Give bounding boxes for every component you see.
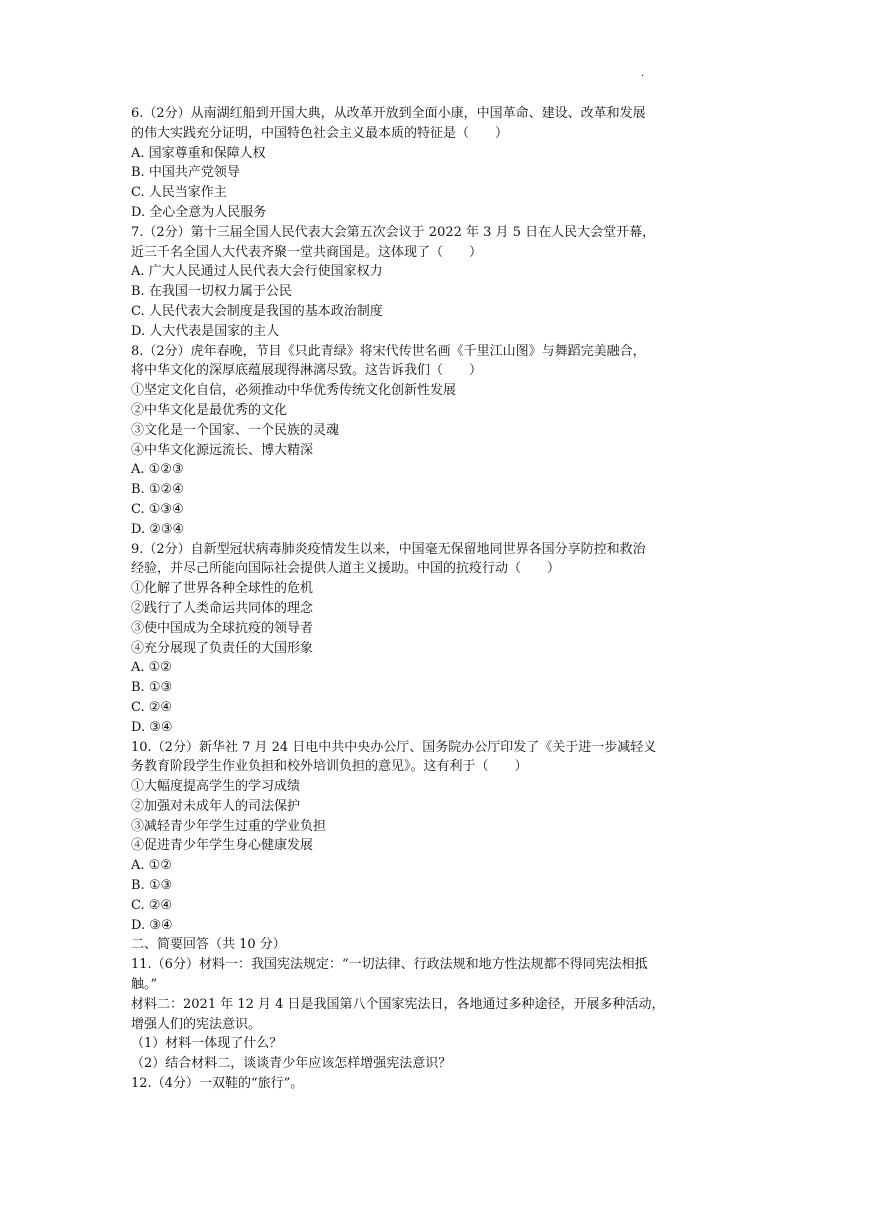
text-line: 8.（2分）虎年春晚，节目《只此青绿》将宋代传世名画《千里江山图》与舞蹈完美融合，	[131, 343, 646, 359]
text-line: 二、简要回答（共 10 分）	[131, 937, 286, 953]
text-line: ③使中国成为全球抗疫的领导者	[131, 620, 314, 636]
text-line: ②践行了人类命运共同体的理念	[131, 600, 314, 616]
text-line: C. 人民当家作主	[131, 185, 227, 201]
text-line: 增强人们的宪法意识。	[131, 1016, 262, 1032]
exam-content	[131, 104, 741, 1094]
text-line: B. ①③	[131, 878, 173, 894]
text-line: ④中华文化源远流长、博大精深	[131, 442, 314, 458]
text-line: ③减轻青少年学生过重的学业负担	[131, 818, 327, 834]
text-line: B. ①③	[131, 680, 173, 696]
text-line: C. ②④	[131, 699, 173, 715]
text-line: A. ①②	[131, 660, 172, 676]
text-line: D. ②③④	[131, 521, 185, 537]
text-line: （2）结合材料二，谈谈青少年应该怎样增强宪法意识？	[131, 1056, 452, 1072]
text-line: 材料二：2021 年 12 月 4 日是我国第八个国家宪法日，各地通过多种途径，开展多种活动，	[131, 996, 665, 1012]
text-line: D. 人大代表是国家的主人	[131, 323, 280, 339]
text-line: C. 人民代表大会制度是我国的基本政治制度	[131, 303, 383, 319]
text-line: ①化解了世界各种全球性的危机	[131, 581, 314, 597]
text-line: ①大幅度提高学生的学习成绩	[131, 779, 301, 795]
text-line: 近三千名全国人大代表齐聚一堂共商国是。这体现了（ ）	[131, 244, 483, 260]
text-line: 触。”	[131, 977, 158, 993]
text-line: D. 全心全意为人民服务	[131, 204, 267, 220]
text-line: 经验，并尽己所能向国际社会提供人道主义援助。中国的抗疫行动（ ）	[131, 561, 561, 577]
text-line: D. ③④	[131, 917, 173, 933]
text-line: 12.（4分）一双鞋的“旅行”。	[131, 1076, 304, 1092]
text-line: A. ①②	[131, 858, 172, 874]
text-line: 6.（2分）从南湖红船到开国大典，从改革开放到全面小康，中国革命、建设、改革和发展	[131, 106, 646, 121]
text-line: A. 国家尊重和保障人权	[131, 145, 266, 161]
text-line: ②加强对未成年人的司法保护	[131, 798, 301, 814]
text-line: 的伟大实践充分证明，中国特色社会主义最本质的特征是（ ）	[131, 125, 509, 141]
text-line: A. ①②③	[131, 462, 184, 478]
text-line: ④充分展现了负责任的大国形象	[131, 640, 314, 656]
text-line: C. ②④	[131, 897, 173, 913]
text-line: 9.（2分）自新型冠状病毒肺炎疫情发生以来，中国毫无保留地同世界各国分享防控和救治	[131, 541, 646, 557]
page-mark: ·	[641, 71, 645, 82]
text-line: 将中华文化的深厚底蕴展现得淋漓尽致。这告诉我们（ ）	[131, 363, 483, 379]
text-line: （1）材料一体现了什么？	[131, 1036, 283, 1052]
text-line: A. 广大人民通过人民代表大会行使国家权力	[131, 264, 383, 280]
text-line: D. ③④	[131, 719, 173, 735]
text-line: 务教育阶段学生作业负担和校外培训负担的意见》。这有利于（ ）	[131, 759, 528, 775]
text-line: ①坚定文化自信，必须推动中华优秀传统文化创新性发展	[131, 383, 457, 399]
text-line: ④促进青少年学生身心健康发展	[131, 838, 314, 854]
text-line: C. ①③④	[131, 501, 184, 517]
text-line: 10.（2分）新华社 7 月 24 日电中共中央办公厅、国务院办公厅印发了《关于进一步减轻义	[131, 739, 657, 755]
text-line: B. ①②④	[131, 482, 184, 498]
text-line: 11.（6分）材料一：我国宪法规定：“一切法律、行政法规和地方性法规都不得同宪法相抵	[131, 957, 648, 973]
text-line: ③文化是一个国家、一个民族的灵魂	[131, 422, 340, 438]
text-line: B. 中国共产党领导	[131, 165, 240, 181]
text-line: B. 在我国一切权力属于公民	[131, 284, 292, 300]
text-line: 7.（2分）第十三届全国人民代表大会第五次会议于 2022 年 3 月 5 日在人民大会堂开幕，	[131, 224, 656, 240]
text-line: ②中华文化是最优秀的文化	[131, 402, 288, 418]
